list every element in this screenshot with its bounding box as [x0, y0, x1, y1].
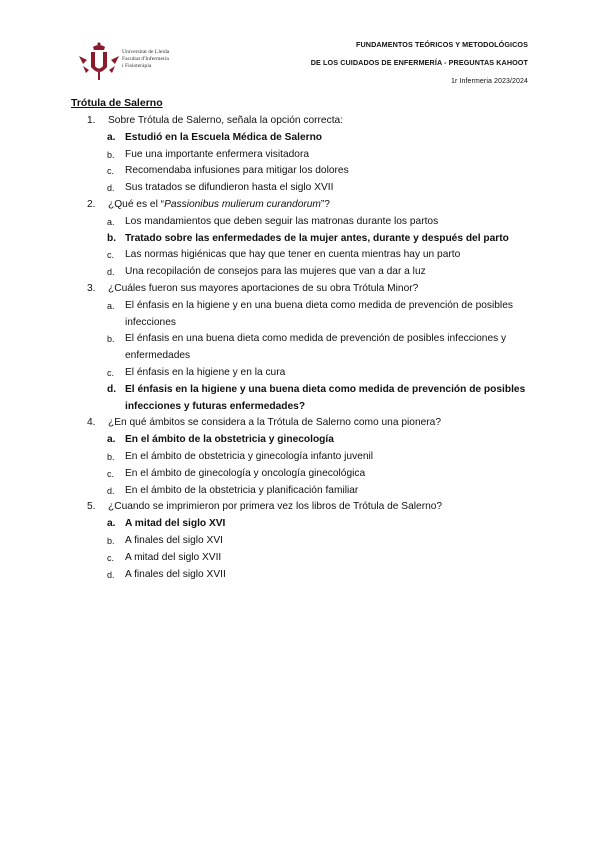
- university-logo: [77, 42, 187, 82]
- question-item: [87, 113, 532, 130]
- question-text-part: ¿En qué ámbitos se considera a la Trótula de Salerno como una pionera?: [108, 417, 441, 429]
- option-letter: a.: [107, 518, 116, 530]
- answer-options: [87, 214, 532, 281]
- option-letter: c.: [107, 166, 115, 177]
- option-letter: a.: [107, 216, 115, 227]
- option-letter: c.: [107, 552, 115, 563]
- answer-option-correct: [87, 432, 532, 449]
- question-item: [87, 197, 532, 214]
- option-text: Recomendaba infusiones para mitigar los dolores: [125, 165, 349, 177]
- university-emblem-icon: [77, 42, 121, 82]
- option-letter: a.: [107, 131, 116, 143]
- answer-options: [87, 298, 532, 416]
- option-text: A mitad del siglo XVI: [125, 518, 226, 530]
- option-text: El énfasis en la higiene y en una buena dieta como medida de prevención de posibles infecciones: [125, 299, 513, 328]
- option-text: Una recopilación de consejos para las mujeres que van a dar a luz: [125, 266, 426, 278]
- answer-option: [87, 247, 532, 264]
- option-text: A finales del siglo XVI: [125, 534, 223, 546]
- option-letter: d.: [107, 569, 115, 580]
- option-letter: a.: [107, 434, 116, 446]
- answer-option: [87, 180, 532, 197]
- option-letter: d.: [107, 183, 115, 194]
- option-text: Las normas higiénicas que hay que tener en cuenta mientras hay un parto: [125, 249, 461, 261]
- answer-option: [87, 483, 532, 500]
- option-text: A finales del siglo XVII: [125, 568, 226, 580]
- header-course-subtitle: DE LOS CUIDADOS DE ENFERMERÍA - PREGUNTAS KAHOOT: [310, 58, 528, 67]
- answer-option: [87, 163, 532, 180]
- question-text-part: ¿Cuando se imprimieron por primera vez los libros de Trótula de Salerno?: [108, 501, 443, 513]
- option-text: Sus tratados se difundieron hasta el siglo XVII: [125, 182, 334, 194]
- option-text: En el ámbito de la obstetricia y ginecología: [125, 434, 334, 446]
- answer-option: [87, 567, 532, 584]
- question-text: [108, 501, 442, 512]
- logo-line: i Fisioteràpia: [122, 63, 152, 69]
- question-item: [87, 415, 532, 432]
- question-text-part: Sobre Trótula de Salerno, señala la opción correcta:: [108, 115, 344, 126]
- option-letter: d.: [107, 383, 117, 395]
- option-text: El énfasis en la higiene y en la cura: [125, 366, 286, 378]
- logo-line: Universitat de Lleida: [122, 49, 170, 55]
- question-text: [108, 199, 330, 210]
- section-title: Trótula de Salerno: [71, 97, 163, 109]
- question-number: 1.: [87, 115, 96, 126]
- question-text-part: ¿Qué es el “: [108, 198, 165, 210]
- option-text: Los mandamientos que deben seguir las matronas durante los partos: [125, 215, 439, 227]
- option-text: Tratado sobre las enfermedades de la mujer antes, durante y después del parto: [125, 232, 509, 244]
- question-item: [87, 499, 532, 516]
- option-letter: c.: [107, 468, 115, 479]
- answer-option-correct: [87, 516, 532, 533]
- option-letter: c.: [107, 367, 115, 378]
- option-text: En el ámbito de obstetricia y ginecología infanto juvenil: [125, 450, 374, 462]
- question-text: [108, 115, 343, 126]
- answer-option: [87, 533, 532, 550]
- answer-options: [87, 432, 532, 499]
- answer-option-correct: [87, 231, 532, 248]
- option-letter: a.: [107, 300, 115, 311]
- logo-wordmark: [122, 49, 169, 70]
- question-number: 5.: [87, 501, 96, 513]
- answer-option: [87, 449, 532, 466]
- question-text: [108, 283, 418, 294]
- answer-option-correct: [87, 382, 532, 416]
- option-text: En el ámbito de ginecología y oncología ginecológica: [125, 467, 366, 479]
- option-letter: b.: [107, 535, 115, 546]
- answer-options: [87, 130, 532, 197]
- answer-option: [87, 331, 532, 365]
- option-letter: b.: [107, 334, 115, 345]
- answer-option: [87, 365, 532, 382]
- option-letter: d.: [107, 267, 115, 278]
- option-text: Fue una importante enfermera visitadora: [125, 148, 310, 160]
- header-year: 1r Infermeria 2023/2024: [450, 78, 528, 85]
- answer-option: [87, 214, 532, 231]
- question-item: [87, 281, 532, 298]
- question-text: [108, 417, 441, 428]
- answer-option: [87, 147, 532, 164]
- question-text-italic: Passionibus mulierum curandorum: [164, 198, 321, 210]
- answer-options: [87, 516, 532, 583]
- option-text: El énfasis en la higiene y una buena dieta como medida de prevención de posibles infecciones y futuras enfermedades?: [125, 383, 526, 412]
- header-course-title: FUNDAMENTOS TEÓRICOS Y METODOLÓGICOS: [356, 40, 528, 49]
- question-number: 4.: [87, 417, 96, 429]
- question-list: [87, 113, 532, 583]
- option-letter: b.: [107, 232, 117, 244]
- option-text: A mitad del siglo XVII: [125, 551, 222, 563]
- option-text: El énfasis en una buena dieta como medida de prevención de posibles infecciones y enfermedades: [125, 333, 507, 362]
- question-number: 3.: [87, 282, 96, 294]
- question-text-part: ”?: [320, 198, 330, 210]
- option-letter: b.: [107, 451, 115, 462]
- answer-option: [87, 550, 532, 567]
- logo-line: Facultat d'Infermeria: [122, 56, 169, 62]
- option-text: En el ámbito de la obstetricia y planificación familiar: [125, 484, 359, 496]
- answer-option: [87, 298, 532, 332]
- answer-option: [87, 466, 532, 483]
- answer-option: [87, 264, 532, 281]
- question-text-part: ¿Cuáles fueron sus mayores aportaciones de su obra Trótula Minor?: [108, 282, 419, 294]
- option-letter: d.: [107, 485, 115, 496]
- option-text: Estudió en la Escuela Médica de Salerno: [125, 131, 323, 143]
- answer-option-correct: [87, 130, 532, 147]
- option-letter: c.: [107, 250, 115, 261]
- option-letter: b.: [107, 149, 115, 160]
- question-number: 2.: [87, 198, 96, 210]
